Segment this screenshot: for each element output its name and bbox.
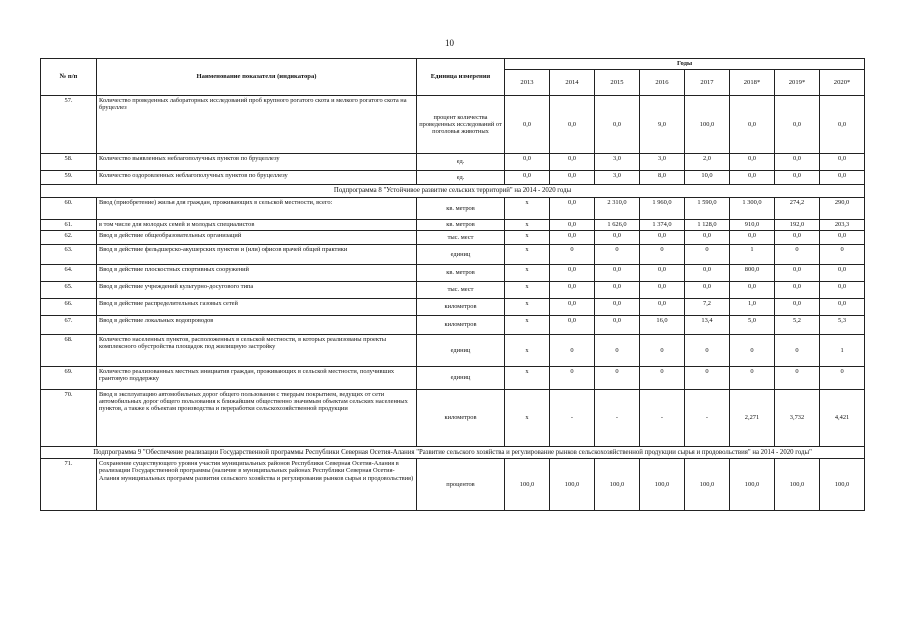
row-number: 63. — [41, 244, 97, 264]
value-cell: 3,0 — [595, 171, 640, 185]
table-row — [41, 315, 865, 334]
table-row — [41, 230, 865, 244]
value-cell: 100,0 — [640, 459, 685, 511]
value-cell: 0,0 — [550, 298, 595, 315]
section-title: Подпрограмма 9 "Обеспечение реализации Государственной программы Республики Северная Осетия-Алания "Развитие сельского хозяйства и регулирование рынков сельскохозяйственной продукции сырья и продовольствия" на 2014 - 2020 годы" — [41, 446, 865, 459]
value-cell: 1 — [730, 244, 775, 264]
value-cell: - — [640, 389, 685, 446]
value-cell: 100,0 — [730, 459, 775, 511]
value-cell: - — [595, 389, 640, 446]
section-row — [41, 185, 865, 198]
unit-cell: километров — [417, 389, 505, 446]
value-cell: 100,0 — [550, 459, 595, 511]
row-number: 71. — [41, 459, 97, 511]
value-cell: 0 — [820, 366, 865, 389]
row-number: 61. — [41, 219, 97, 230]
header-year: 2018* — [730, 70, 775, 96]
value-cell: х — [505, 298, 550, 315]
value-cell: 9,0 — [640, 96, 685, 154]
value-cell: 1 374,0 — [640, 219, 685, 230]
row-number: 62. — [41, 230, 97, 244]
indicators-table — [40, 58, 865, 511]
value-cell: 0,0 — [595, 315, 640, 334]
table-row — [41, 298, 865, 315]
value-cell: 1 590,0 — [685, 197, 730, 219]
indicator-name: Ввод в действие локальных водопроводов — [97, 315, 417, 334]
value-cell: 0,0 — [730, 281, 775, 298]
value-cell: 3,732 — [775, 389, 820, 446]
value-cell: 100,0 — [595, 459, 640, 511]
value-cell: х — [505, 219, 550, 230]
value-cell: 0 — [595, 244, 640, 264]
value-cell: 0,0 — [550, 154, 595, 171]
indicator-name: Количество выявленных неблагополучных пунктов по бруцеллезу — [97, 154, 417, 171]
value-cell: 0,0 — [505, 171, 550, 185]
table-row — [41, 219, 865, 230]
row-number: 67. — [41, 315, 97, 334]
value-cell: 0 — [640, 334, 685, 366]
value-cell: 0,0 — [685, 281, 730, 298]
value-cell: 0,0 — [550, 230, 595, 244]
indicator-name: Сохранение существующего уровня участия муниципальных районов Республики Северная Осетия-Алания в реализации Государственной программы (наличие в муниципальных районах Республики Северная Осетия-Алания муниципальных программ развития сельского хозяйства и регулирования рынков сырья и продовольствия) — [97, 459, 417, 511]
unit-cell: единиц — [417, 244, 505, 264]
value-cell: 0,0 — [820, 264, 865, 281]
value-cell: 0,0 — [505, 154, 550, 171]
value-cell: х — [505, 244, 550, 264]
unit-cell: единиц — [417, 334, 505, 366]
value-cell: 2 310,0 — [595, 197, 640, 219]
unit-cell: ед. — [417, 171, 505, 185]
value-cell: 1 300,0 — [730, 197, 775, 219]
value-cell: 290,0 — [820, 197, 865, 219]
value-cell: х — [505, 334, 550, 366]
indicator-name: Количество оздоровленных неблагополучных пунктов по бруцеллезу — [97, 171, 417, 185]
row-number: 66. — [41, 298, 97, 315]
row-number: 64. — [41, 264, 97, 281]
value-cell: 0 — [550, 244, 595, 264]
value-cell: 0 — [595, 334, 640, 366]
value-cell: 0 — [550, 334, 595, 366]
indicator-name: Ввод в действие общеобразовательных организаций — [97, 230, 417, 244]
section-title: Подпрограмма 8 "Устойчивое развитие сельских территорий" на 2014 - 2020 годы — [41, 185, 865, 198]
value-cell: 100,0 — [685, 459, 730, 511]
value-cell: 0,0 — [640, 298, 685, 315]
indicator-name: Количество проведенных лабораторных исследований проб крупного рогатого скота и мелкого рогатого скота на бруцеллез — [97, 96, 417, 154]
unit-cell: километров — [417, 298, 505, 315]
table-row — [41, 366, 865, 389]
header-year: 2013 — [505, 70, 550, 96]
value-cell: 5,0 — [730, 315, 775, 334]
table-row — [41, 154, 865, 171]
value-cell: 274,2 — [775, 197, 820, 219]
value-cell: 0 — [685, 244, 730, 264]
row-number: 58. — [41, 154, 97, 171]
value-cell: 0 — [775, 334, 820, 366]
value-cell: х — [505, 315, 550, 334]
header-year: 2020* — [820, 70, 865, 96]
value-cell: 0,0 — [730, 154, 775, 171]
page-number: 10 — [445, 38, 454, 48]
unit-cell: единиц — [417, 366, 505, 389]
table-row — [41, 281, 865, 298]
value-cell: 0,0 — [640, 281, 685, 298]
table-row — [41, 244, 865, 264]
value-cell: - — [550, 389, 595, 446]
value-cell: 3,0 — [595, 154, 640, 171]
row-number: 59. — [41, 171, 97, 185]
unit-cell: тыс. мест — [417, 230, 505, 244]
value-cell: 0,0 — [595, 230, 640, 244]
table-row — [41, 334, 865, 366]
value-cell: 0,0 — [820, 96, 865, 154]
value-cell: 0 — [685, 334, 730, 366]
value-cell: 1 — [820, 334, 865, 366]
value-cell: х — [505, 264, 550, 281]
value-cell: 13,4 — [685, 315, 730, 334]
value-cell: х — [505, 366, 550, 389]
indicator-name: Ввод в действие распределительных газовых сетей — [97, 298, 417, 315]
row-number: 70. — [41, 389, 97, 446]
value-cell: 0 — [595, 366, 640, 389]
value-cell: 8,0 — [640, 171, 685, 185]
value-cell: 0,0 — [775, 154, 820, 171]
value-cell: х — [505, 230, 550, 244]
header-year: 2016 — [640, 70, 685, 96]
value-cell: 0,0 — [775, 96, 820, 154]
value-cell: 0,0 — [730, 96, 775, 154]
value-cell: 10,0 — [685, 171, 730, 185]
value-cell: 3,0 — [640, 154, 685, 171]
value-cell: 100,0 — [820, 459, 865, 511]
indicator-name: Ввод в действие плоскостных спортивных сооружений — [97, 264, 417, 281]
value-cell: 0 — [775, 244, 820, 264]
value-cell: 0,0 — [775, 171, 820, 185]
value-cell: х — [505, 197, 550, 219]
value-cell: 0 — [640, 366, 685, 389]
value-cell: 100,0 — [775, 459, 820, 511]
indicator-name: Ввод в действие фельдшерско-акушерских пунктов и (или) офисов врачей общей практики — [97, 244, 417, 264]
value-cell: 0,0 — [775, 298, 820, 315]
value-cell: 192,0 — [775, 219, 820, 230]
indicator-name: Ввод в эксплуатацию автомобильных дорог общего пользования с твердым покрытием, ведущих от сети автомобильных дорог общего пользования к ближайшим общественно значимым объектам сельских населенных пунктов, а также к объектам производства и переработки сельскохозяйственной продукции — [97, 389, 417, 446]
value-cell: 0,0 — [820, 281, 865, 298]
value-cell: 800,0 — [730, 264, 775, 281]
value-cell: 0 — [730, 366, 775, 389]
value-cell: 0,0 — [505, 96, 550, 154]
value-cell: 0,0 — [730, 230, 775, 244]
value-cell: 0,0 — [595, 264, 640, 281]
unit-cell: кв. метров — [417, 197, 505, 219]
row-number: 65. — [41, 281, 97, 298]
indicator-name: Ввод (приобретение) жилья для граждан, проживающих в сельской местности, всего: — [97, 197, 417, 219]
value-cell: 100,0 — [505, 459, 550, 511]
unit-cell: ед. — [417, 154, 505, 171]
header-years: Годы — [505, 59, 865, 70]
value-cell: 0 — [640, 244, 685, 264]
indicator-name: Ввод в действие учреждений культурно-досугового типа — [97, 281, 417, 298]
header-year: 2015 — [595, 70, 640, 96]
value-cell: 0,0 — [820, 298, 865, 315]
value-cell: 0,0 — [550, 171, 595, 185]
value-cell: 1,0 — [730, 298, 775, 315]
value-cell: 203,3 — [820, 219, 865, 230]
value-cell: 5,3 — [820, 315, 865, 334]
value-cell: 1 960,0 — [640, 197, 685, 219]
value-cell: 0,0 — [820, 230, 865, 244]
header-name: Наименование показателя (индикатора) — [97, 59, 417, 96]
value-cell: 0,0 — [595, 96, 640, 154]
value-cell: 0,0 — [775, 264, 820, 281]
unit-cell: километров — [417, 315, 505, 334]
value-cell: 100,0 — [685, 96, 730, 154]
indicator-name: Количество реализованных местных инициатив граждан, проживающих в сельской местности, получивших грантовую поддержку — [97, 366, 417, 389]
header-year: 2017 — [685, 70, 730, 96]
value-cell: 2,0 — [685, 154, 730, 171]
value-cell: 0,0 — [595, 298, 640, 315]
value-cell: 1 626,0 — [595, 219, 640, 230]
indicator-name: Количество населенных пунктов, расположенных в сельской местности, в которых реализованы проекты комплексного обустройства площадок под жилищную застройку — [97, 334, 417, 366]
unit-cell: кв. метров — [417, 264, 505, 281]
header-unit: Единица измерения — [417, 59, 505, 96]
row-number: 68. — [41, 334, 97, 366]
row-number: 60. — [41, 197, 97, 219]
value-cell: 0,0 — [550, 281, 595, 298]
table-row — [41, 171, 865, 185]
unit-cell: процент количества проведенных исследований от поголовья животных — [417, 96, 505, 154]
unit-cell: кв. метров — [417, 219, 505, 230]
value-cell: 0,0 — [730, 171, 775, 185]
value-cell: 910,0 — [730, 219, 775, 230]
section-row — [41, 446, 865, 459]
row-number: 69. — [41, 366, 97, 389]
value-cell: 0,0 — [685, 264, 730, 281]
value-cell: 0,0 — [820, 171, 865, 185]
value-cell: 0,0 — [775, 281, 820, 298]
value-cell: 0,0 — [550, 315, 595, 334]
value-cell: 0,0 — [595, 281, 640, 298]
table-row — [41, 197, 865, 219]
value-cell: 5,2 — [775, 315, 820, 334]
value-cell: 0 — [550, 366, 595, 389]
header-year: 2014 — [550, 70, 595, 96]
value-cell: 4,421 — [820, 389, 865, 446]
table-row — [41, 264, 865, 281]
value-cell: 0,0 — [640, 264, 685, 281]
value-cell: 1 128,0 — [685, 219, 730, 230]
value-cell: 0,0 — [820, 154, 865, 171]
value-cell: - — [685, 389, 730, 446]
value-cell: 0,0 — [550, 219, 595, 230]
value-cell: х — [505, 281, 550, 298]
header-num: № п/п — [41, 59, 97, 96]
table-row — [41, 389, 865, 446]
value-cell: 0 — [820, 244, 865, 264]
value-cell: 0,0 — [640, 230, 685, 244]
value-cell: 0,0 — [550, 96, 595, 154]
value-cell: 0,0 — [775, 230, 820, 244]
unit-cell: тыс. мест — [417, 281, 505, 298]
value-cell: х — [505, 389, 550, 446]
value-cell: 0 — [685, 366, 730, 389]
value-cell: 16,0 — [640, 315, 685, 334]
value-cell: 0,0 — [550, 197, 595, 219]
value-cell: 0,0 — [550, 264, 595, 281]
table-row — [41, 96, 865, 154]
value-cell: 2,271 — [730, 389, 775, 446]
indicator-name: в том числе для молодых семей и молодых специалистов — [97, 219, 417, 230]
table-row — [41, 459, 865, 511]
value-cell: 0 — [775, 366, 820, 389]
header-year: 2019* — [775, 70, 820, 96]
value-cell: 7,2 — [685, 298, 730, 315]
row-number: 57. — [41, 96, 97, 154]
value-cell: 0 — [730, 334, 775, 366]
unit-cell: процентов — [417, 459, 505, 511]
value-cell: 0,0 — [685, 230, 730, 244]
